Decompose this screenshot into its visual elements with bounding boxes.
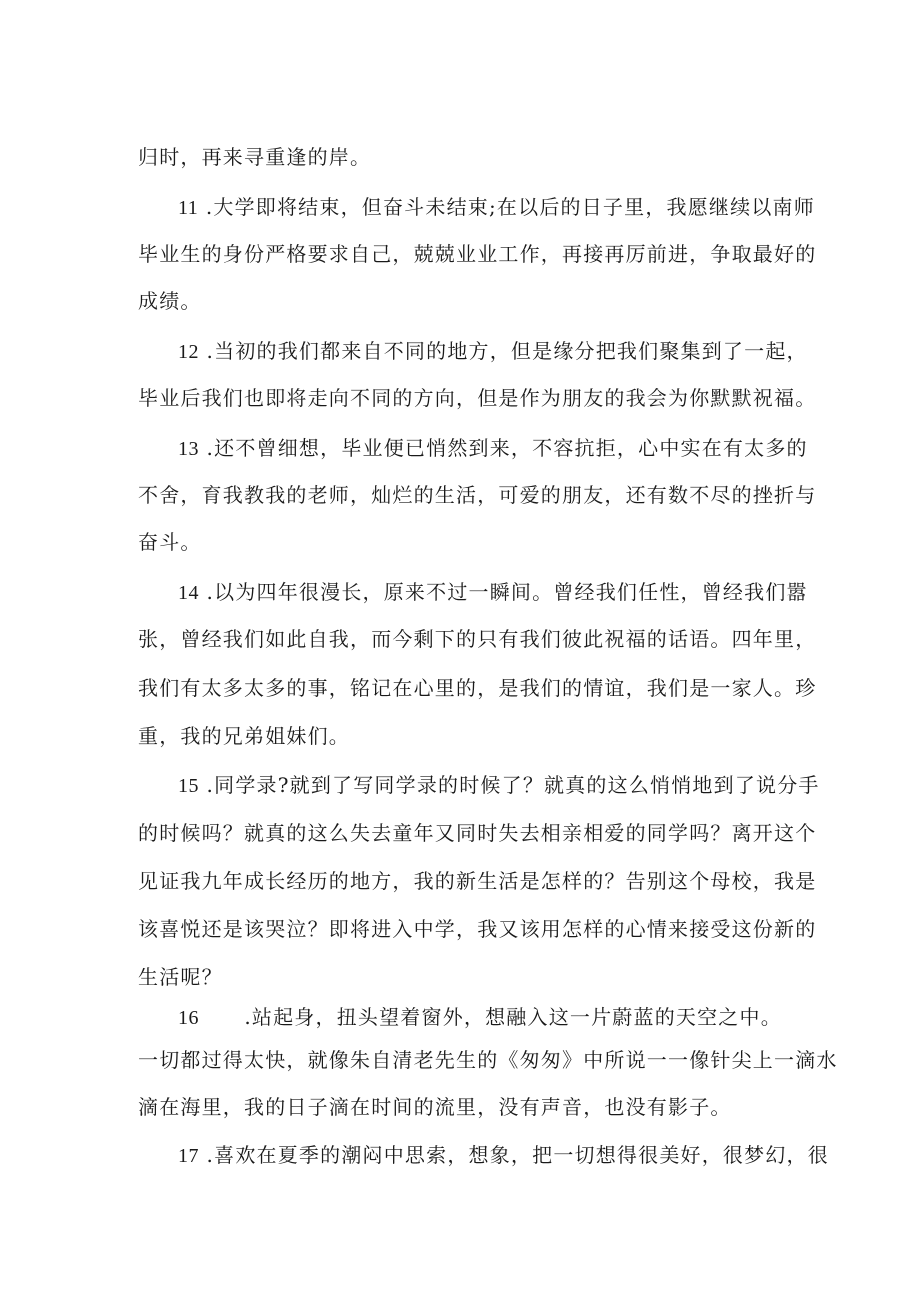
- paragraph-14-line-2: [138, 625, 817, 653]
- paragraph-number: 14: [178, 582, 199, 604]
- paragraph-15-line-2: [138, 819, 817, 847]
- line-text: .以为四年很漫长，原来不过一瞬间。曾经我们任性，曾经我们嚣: [199, 580, 808, 604]
- line-text: 我们有太多太多的事，铭记在心里的，是我们的情谊，我们是一家人。珍: [138, 676, 817, 700]
- line-text: 的时候吗？就真的这么失去童年又同时失去相亲相爱的同学吗？离开这个: [138, 821, 817, 845]
- paragraph-number: 12: [178, 341, 199, 363]
- line-text: 该喜悦还是该哭泣？即将进入中学，我又该用怎样的心情来接受这份新的: [138, 917, 817, 941]
- line-text: 生活呢？: [138, 965, 223, 989]
- line-text: 毕业生的身份严格要求自己，兢兢业业工作，再接再厉前进，争取最好的: [138, 242, 817, 266]
- paragraph-16-line-3: [138, 1093, 798, 1121]
- line-text: 不舍，育我教我的老师，灿烂的生活，可爱的朋友，还有数不尽的挫折与: [138, 483, 817, 507]
- paragraph-11-line-1: [178, 193, 838, 221]
- paragraph-number: 16: [178, 1007, 199, 1029]
- paragraph-12-line-2: [138, 384, 817, 412]
- paragraph-11-line-3: [138, 287, 798, 315]
- line-text: .大学即将结束，但奋斗未结束;在以后的日子里，我愿继续以南师: [198, 195, 815, 219]
- paragraph-15-line-4: [138, 915, 817, 943]
- paragraph-number: 15: [178, 775, 199, 797]
- line-text: .喜欢在夏季的潮闷中思索，想象，把一切想得很美好，很梦幻，很: [199, 1143, 829, 1167]
- line-text: 滴在海里，我的日子滴在时间的流里，没有声音，也没有影子。: [138, 1095, 732, 1119]
- paragraph-13-line-3: [138, 528, 798, 556]
- paragraph-13-line-2: [138, 481, 817, 509]
- paragraph-16-line-2: [138, 1046, 838, 1074]
- paragraph-12-line-1: [178, 337, 838, 365]
- paragraph-16-line-1: [178, 1003, 838, 1031]
- line-text: 重，我的兄弟姐妹们。: [138, 724, 350, 748]
- line-text: .还不曾细想，毕业便已悄然到来，不容抗拒，心中实在有太多的: [199, 436, 808, 460]
- paragraph-14-line-4: [138, 722, 798, 750]
- paragraph-15-line-5: [138, 963, 798, 991]
- paragraph-14-line-1: [178, 578, 838, 606]
- paragraph-10-line-1: [138, 143, 798, 171]
- paragraph-14-line-3: [138, 674, 817, 702]
- line-text: 见证我九年成长经历的地方，我的新生活是怎样的？告别这个母校，我是: [138, 869, 817, 893]
- line-text: 毕业后我们也即将走向不同的方向，但是作为朋友的我会为你默默祝福。: [138, 386, 817, 410]
- line-text: 归时，再来寻重逢的岸。: [138, 145, 372, 169]
- line-text: .同学录?就到了写同学录的时候了？就真的这么悄悄地到了说分手: [199, 773, 820, 797]
- line-text: 张，曾经我们如此自我，而今剩下的只有我们彼此祝福的话语。四年里，: [138, 627, 817, 651]
- line-text: .站起身，扭头望着窗外，想融入这一片蔚蓝的天空之中。: [199, 1005, 782, 1029]
- paragraph-number: 11: [178, 197, 199, 219]
- paragraph-11-line-2: [138, 240, 817, 268]
- paragraph-15-line-1: [178, 771, 838, 799]
- paragraph-number: 17: [178, 1145, 199, 1167]
- line-text: 一切都过得太快，就像朱自清老先生的《匆匆》中所说一一像针尖上一滴水: [138, 1048, 838, 1072]
- paragraph-number: 13: [178, 438, 199, 460]
- paragraph-15-line-3: [138, 867, 817, 895]
- line-text: 成绩。: [138, 289, 202, 313]
- paragraph-13-line-1: [178, 434, 838, 462]
- paragraph-17-line-1: [178, 1141, 838, 1169]
- line-text: 奋斗。: [138, 530, 202, 554]
- line-text: .当初的我们都来自不同的地方，但是缘分把我们聚集到了一起，: [199, 339, 808, 363]
